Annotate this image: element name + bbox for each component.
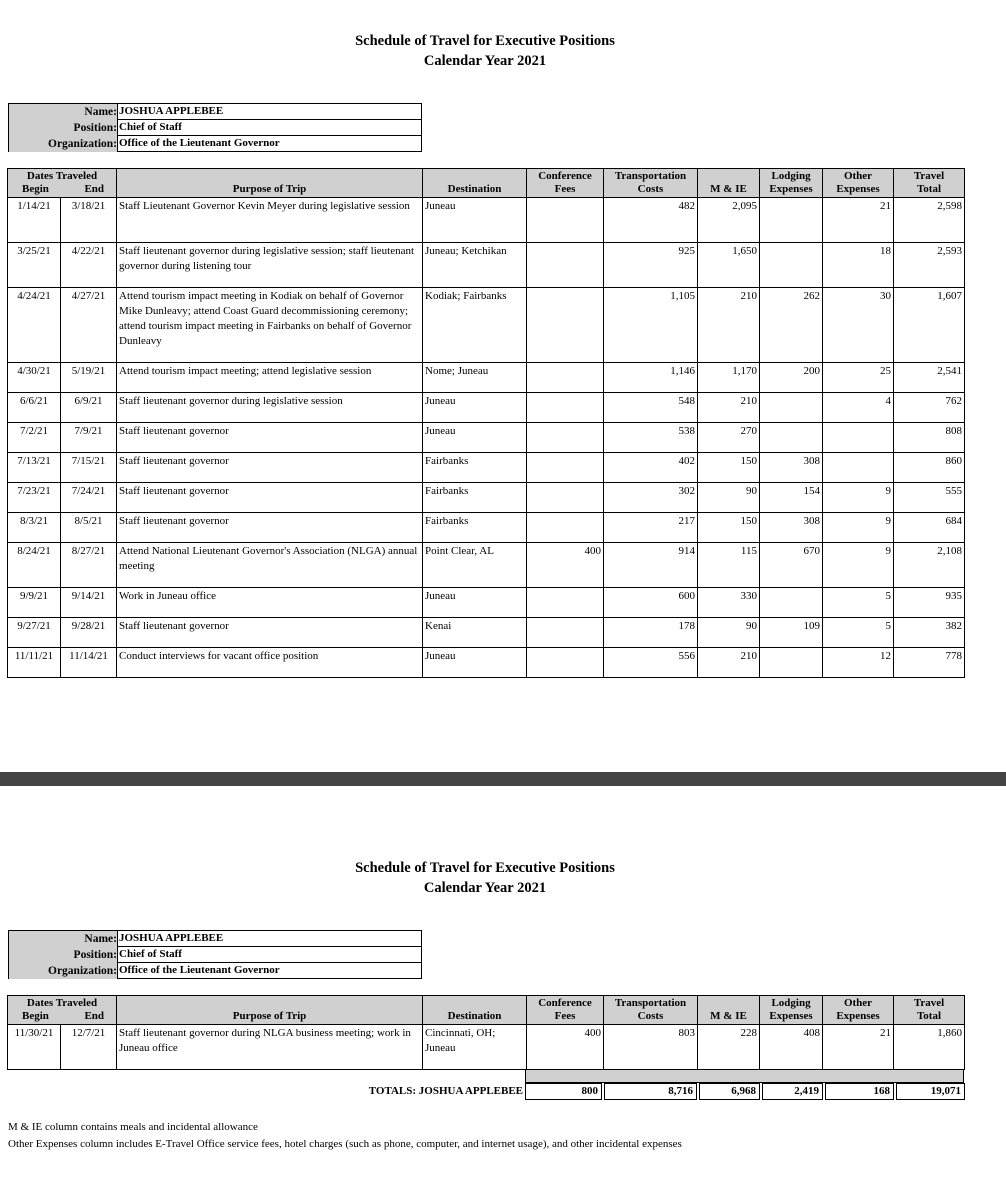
begin-date-cell: 4/24/21 xyxy=(8,288,61,363)
travel-total-cell: 762 xyxy=(894,393,965,423)
travel-table-page-2 xyxy=(7,995,965,1070)
purpose-header: Purpose of Trip xyxy=(117,996,423,1025)
table-header xyxy=(8,996,965,1025)
table-row xyxy=(8,453,965,483)
destination-cell: Fairbanks xyxy=(423,513,527,543)
begin-date-cell: 6/6/21 xyxy=(8,393,61,423)
travel-total-cell: 2,598 xyxy=(894,198,965,243)
transportation-costs-cell: 1,105 xyxy=(604,288,698,363)
transportation-costs-cell: 402 xyxy=(604,453,698,483)
travel-total-cell: 935 xyxy=(894,588,965,618)
other-expenses-cell xyxy=(823,423,894,453)
conference-fees-cell xyxy=(527,363,604,393)
mie-cell: 1,650 xyxy=(698,243,760,288)
other-expenses-cell: 12 xyxy=(823,648,894,678)
destination-cell: Fairbanks xyxy=(423,453,527,483)
end-date-cell: 4/27/21 xyxy=(61,288,117,363)
conference-fees-cell xyxy=(527,588,604,618)
footnote-other-expenses: Other Expenses column includes E-Travel Office service fees, hotel charges (such as phone, computer, and internet usage), and other incidental expenses xyxy=(8,1138,682,1150)
total-conference-fees: 800 xyxy=(525,1083,602,1100)
end-date-cell: 11/14/21 xyxy=(61,648,117,678)
mie-cell: 210 xyxy=(698,288,760,363)
purpose-cell: Staff lieutenant governor xyxy=(117,483,423,513)
totals-row xyxy=(7,1083,964,1100)
page-subtitle: Calendar Year 2021 xyxy=(423,53,547,69)
transportation-costs-cell: 556 xyxy=(604,648,698,678)
destination-cell: Fairbanks xyxy=(423,483,527,513)
destination-cell: Juneau; Ketchikan xyxy=(423,243,527,288)
begin-date-cell: 7/23/21 xyxy=(8,483,61,513)
transportation-costs-cell: 302 xyxy=(604,483,698,513)
destination-cell: Point Clear, AL xyxy=(423,543,527,588)
mie-cell: 115 xyxy=(698,543,760,588)
destination-cell: Juneau xyxy=(423,648,527,678)
destination-header: Destination xyxy=(423,169,527,198)
destination-cell: Juneau xyxy=(423,588,527,618)
transportation-costs-cell: 803 xyxy=(604,1025,698,1070)
purpose-cell: Attend tourism impact meeting in Kodiak on behalf of Governor Mike Dunleavy; attend Coast Guard decommissioning ceremony; attend tourism impact meeting in Fairbanks on behalf of Governor Dunleavy xyxy=(117,288,423,363)
other-expenses-cell: 9 xyxy=(823,513,894,543)
transportation-costs-cell: 914 xyxy=(604,543,698,588)
dates-header: Dates Traveled Begin End xyxy=(8,169,117,198)
purpose-cell: Staff lieutenant governor xyxy=(117,453,423,483)
table-header xyxy=(8,169,965,198)
purpose-header: Purpose of Trip xyxy=(117,169,423,198)
other-expenses-cell: 18 xyxy=(823,243,894,288)
other-expenses-cell: 5 xyxy=(823,588,894,618)
lodging-cell: 670 xyxy=(760,543,823,588)
conference-fees-cell xyxy=(527,423,604,453)
begin-date-cell: 3/25/21 xyxy=(8,243,61,288)
conference-fees-cell xyxy=(527,243,604,288)
end-date-cell: 9/14/21 xyxy=(61,588,117,618)
begin-date-cell: 11/30/21 xyxy=(8,1025,61,1070)
destination-cell: Nome; Juneau xyxy=(423,363,527,393)
destination-cell: Kodiak; Fairbanks xyxy=(423,288,527,363)
table-row xyxy=(8,618,965,648)
total-travel: 19,071 xyxy=(896,1083,965,1100)
purpose-cell: Staff lieutenant governor xyxy=(117,423,423,453)
position-value: Chief of Staff xyxy=(118,947,422,963)
organization-value: Office of the Lieutenant Governor xyxy=(118,963,422,979)
mie-cell: 2,095 xyxy=(698,198,760,243)
travel-total-header: Travel Total xyxy=(894,169,965,198)
end-date-cell: 8/27/21 xyxy=(61,543,117,588)
table-row xyxy=(8,393,965,423)
begin-date-cell: 4/30/21 xyxy=(8,363,61,393)
begin-date-cell: 9/27/21 xyxy=(8,618,61,648)
travel-total-cell: 1,860 xyxy=(894,1025,965,1070)
total-mie: 6,968 xyxy=(699,1083,760,1100)
mie-header: M & IE xyxy=(698,169,760,198)
mie-header: M & IE xyxy=(698,996,760,1025)
table-row xyxy=(8,243,965,288)
lodging-cell xyxy=(760,423,823,453)
conference-fees-cell xyxy=(527,648,604,678)
lodging-cell: 154 xyxy=(760,483,823,513)
purpose-cell: Staff lieutenant governor xyxy=(117,618,423,648)
organization-label: Organization: xyxy=(48,965,117,977)
other-expenses-header: Other Expenses xyxy=(823,169,894,198)
travel-total-cell: 1,607 xyxy=(894,288,965,363)
destination-cell: Juneau xyxy=(423,393,527,423)
totals-label: TOTALS: JOSHUA APPLEBEE xyxy=(368,1085,523,1097)
lodging-cell: 308 xyxy=(760,513,823,543)
end-date-cell: 9/28/21 xyxy=(61,618,117,648)
conference-fees-cell xyxy=(527,483,604,513)
destination-header: Destination xyxy=(423,996,527,1025)
lodging-cell: 408 xyxy=(760,1025,823,1070)
travel-total-cell: 2,593 xyxy=(894,243,965,288)
table-row xyxy=(8,423,965,453)
lodging-header: Lodging Expenses xyxy=(760,996,823,1025)
begin-date-cell: 8/24/21 xyxy=(8,543,61,588)
page-title: Schedule of Travel for Executive Positions xyxy=(355,860,615,876)
lodging-cell: 109 xyxy=(760,618,823,648)
table-row xyxy=(8,288,965,363)
position-value: Chief of Staff xyxy=(118,120,422,136)
purpose-cell: Staff lieutenant governor during legislative session xyxy=(117,393,423,423)
end-date-cell: 12/7/21 xyxy=(61,1025,117,1070)
footnote-mie: M & IE column contains meals and incidental allowance xyxy=(8,1121,258,1133)
mie-cell: 150 xyxy=(698,453,760,483)
transportation-header: Transportation Costs xyxy=(604,169,698,198)
organization-label: Organization: xyxy=(48,138,117,150)
begin-date-cell: 8/3/21 xyxy=(8,513,61,543)
other-expenses-cell: 30 xyxy=(823,288,894,363)
employee-info xyxy=(8,103,422,152)
travel-total-cell: 555 xyxy=(894,483,965,513)
total-lodging: 2,419 xyxy=(762,1083,823,1100)
other-expenses-cell: 9 xyxy=(823,483,894,513)
other-expenses-cell: 5 xyxy=(823,618,894,648)
transportation-costs-cell: 178 xyxy=(604,618,698,648)
other-expenses-cell: 9 xyxy=(823,543,894,588)
transportation-costs-cell: 538 xyxy=(604,423,698,453)
total-transportation: 8,716 xyxy=(604,1083,697,1100)
transportation-costs-cell: 548 xyxy=(604,393,698,423)
transportation-costs-cell: 217 xyxy=(604,513,698,543)
lodging-cell: 262 xyxy=(760,288,823,363)
transportation-costs-cell: 1,146 xyxy=(604,363,698,393)
conference-fees-cell: 400 xyxy=(527,543,604,588)
table-row xyxy=(8,543,965,588)
name-value: JOSHUA APPLEBEE xyxy=(118,104,422,120)
other-expenses-cell xyxy=(823,453,894,483)
other-expenses-cell: 4 xyxy=(823,393,894,423)
table-row xyxy=(8,198,965,243)
purpose-cell: Staff lieutenant governor during legislative session; staff lieutenant governor during listening tour xyxy=(117,243,423,288)
table-row xyxy=(8,1025,965,1070)
transportation-header: Transportation Costs xyxy=(604,996,698,1025)
other-expenses-header: Other Expenses xyxy=(823,996,894,1025)
conference-fees-cell xyxy=(527,618,604,648)
begin-date-cell: 7/2/21 xyxy=(8,423,61,453)
totals-bar xyxy=(525,1069,964,1083)
purpose-cell: Staff lieutenant governor during NLGA business meeting; work in Juneau office xyxy=(117,1025,423,1070)
lodging-header: Lodging Expenses xyxy=(760,169,823,198)
destination-cell: Juneau xyxy=(423,198,527,243)
conference-fees-cell xyxy=(527,453,604,483)
dates-header: Dates Traveled Begin End xyxy=(8,996,117,1025)
end-date-cell: 3/18/21 xyxy=(61,198,117,243)
table-row xyxy=(8,588,965,618)
table-row xyxy=(8,363,965,393)
travel-total-cell: 2,541 xyxy=(894,363,965,393)
mie-cell: 210 xyxy=(698,648,760,678)
travel-total-cell: 860 xyxy=(894,453,965,483)
position-label: Position: xyxy=(73,949,117,961)
mie-cell: 1,170 xyxy=(698,363,760,393)
purpose-cell: Conduct interviews for vacant office position xyxy=(117,648,423,678)
end-date-cell: 7/15/21 xyxy=(61,453,117,483)
travel-total-cell: 808 xyxy=(894,423,965,453)
purpose-cell: Attend tourism impact meeting; attend legislative session xyxy=(117,363,423,393)
transportation-costs-cell: 600 xyxy=(604,588,698,618)
table-row xyxy=(8,513,965,543)
purpose-cell: Work in Juneau office xyxy=(117,588,423,618)
mie-cell: 90 xyxy=(698,618,760,648)
destination-cell: Cincinnati, OH; Juneau xyxy=(423,1025,527,1070)
conference-fees-cell xyxy=(527,393,604,423)
name-value: JOSHUA APPLEBEE xyxy=(118,931,422,947)
end-date-cell: 5/19/21 xyxy=(61,363,117,393)
other-expenses-cell: 21 xyxy=(823,1025,894,1070)
page-subtitle: Calendar Year 2021 xyxy=(423,880,547,896)
conference-fees-header: Conference Fees xyxy=(527,169,604,198)
travel-total-cell: 684 xyxy=(894,513,965,543)
transportation-costs-cell: 925 xyxy=(604,243,698,288)
begin-date-cell: 7/13/21 xyxy=(8,453,61,483)
conference-fees-cell xyxy=(527,513,604,543)
destination-cell: Juneau xyxy=(423,423,527,453)
name-label: Name: xyxy=(84,933,117,945)
lodging-cell xyxy=(760,243,823,288)
end-date-cell: 4/22/21 xyxy=(61,243,117,288)
page-separator xyxy=(0,772,1006,786)
name-label: Name: xyxy=(84,106,117,118)
mie-cell: 270 xyxy=(698,423,760,453)
lodging-cell xyxy=(760,198,823,243)
other-expenses-cell: 25 xyxy=(823,363,894,393)
purpose-cell: Staff Lieutenant Governor Kevin Meyer during legislative session xyxy=(117,198,423,243)
begin-date-cell: 1/14/21 xyxy=(8,198,61,243)
mie-cell: 330 xyxy=(698,588,760,618)
mie-cell: 210 xyxy=(698,393,760,423)
begin-date-cell: 11/11/21 xyxy=(8,648,61,678)
mie-cell: 150 xyxy=(698,513,760,543)
table-row xyxy=(8,648,965,678)
position-label: Position: xyxy=(73,122,117,134)
purpose-cell: Staff lieutenant governor xyxy=(117,513,423,543)
travel-total-cell: 2,108 xyxy=(894,543,965,588)
travel-table-page-1 xyxy=(7,168,965,678)
conference-fees-cell: 400 xyxy=(527,1025,604,1070)
mie-cell: 228 xyxy=(698,1025,760,1070)
page-2 xyxy=(0,786,1006,1185)
lodging-cell xyxy=(760,393,823,423)
travel-total-header: Travel Total xyxy=(894,996,965,1025)
conference-fees-header: Conference Fees xyxy=(527,996,604,1025)
lodging-cell: 308 xyxy=(760,453,823,483)
organization-value: Office of the Lieutenant Governor xyxy=(118,136,422,152)
transportation-costs-cell: 482 xyxy=(604,198,698,243)
end-date-cell: 6/9/21 xyxy=(61,393,117,423)
lodging-cell: 200 xyxy=(760,363,823,393)
destination-cell: Kenai xyxy=(423,618,527,648)
end-date-cell: 7/24/21 xyxy=(61,483,117,513)
other-expenses-cell: 21 xyxy=(823,198,894,243)
conference-fees-cell xyxy=(527,198,604,243)
conference-fees-cell xyxy=(527,288,604,363)
end-date-cell: 7/9/21 xyxy=(61,423,117,453)
page-title: Schedule of Travel for Executive Positions xyxy=(355,33,615,49)
travel-total-cell: 778 xyxy=(894,648,965,678)
purpose-cell: Attend National Lieutenant Governor's Association (NLGA) annual meeting xyxy=(117,543,423,588)
end-date-cell: 8/5/21 xyxy=(61,513,117,543)
table-row xyxy=(8,483,965,513)
lodging-cell xyxy=(760,648,823,678)
mie-cell: 90 xyxy=(698,483,760,513)
travel-total-cell: 382 xyxy=(894,618,965,648)
employee-info xyxy=(8,930,422,979)
begin-date-cell: 9/9/21 xyxy=(8,588,61,618)
lodging-cell xyxy=(760,588,823,618)
total-other-expenses: 168 xyxy=(825,1083,894,1100)
